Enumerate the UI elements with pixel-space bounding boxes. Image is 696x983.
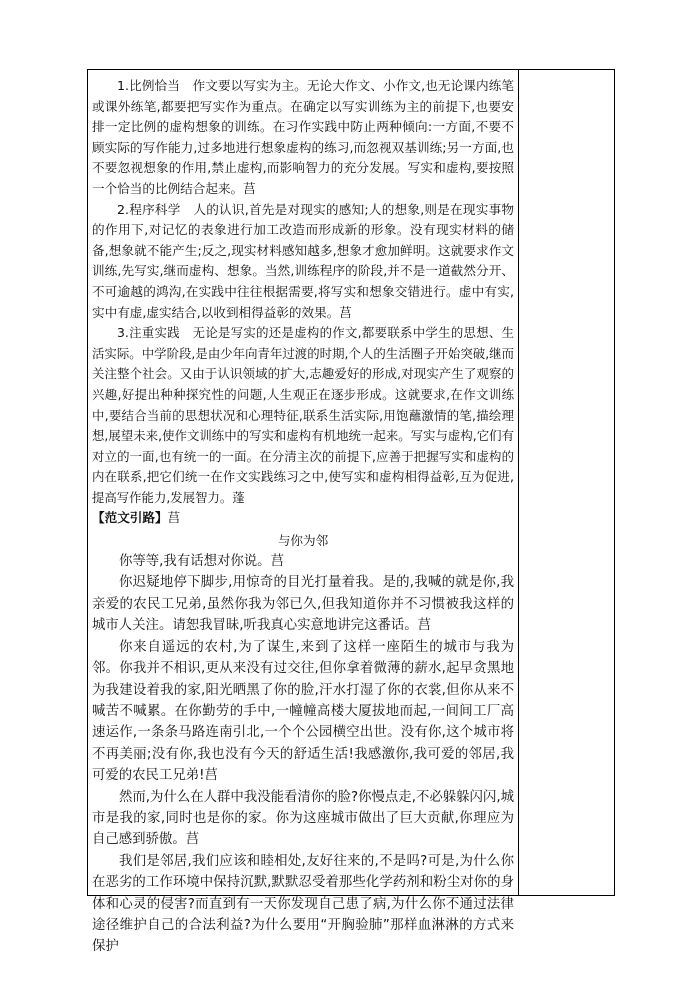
table-column-divider bbox=[518, 69, 519, 896]
essay-paragraph: 你迟疑地停下脚步,用惊奇的目光打量着我。是的,我喊的就是你,我亲爱的农民工兄弟,虽然你我为邻已久,但我知道你并不习惯被我这样的城市人关注。请恕我冒昧,听我真心实意地讲完这番话。莒 bbox=[92, 575, 514, 634]
essay-paragraph: 你等等,我有话想对你说。莒 bbox=[119, 554, 284, 570]
essay-paragraph: 你来自遥远的农村,为了谋生,来到了这样一座陌生的城市与我为邻。你我并不相识,更从来没有过交往,但你拿着微薄的薪水,起早贪黑地为我建设着我的家,阳光晒黑了你的脸,汗水打湿了你的衣裳,但你从来不喊苦不喊累。在你勤劳的手中,一幢幢高楼大厦拔地而起,一间间工厂高速运作,一条条马路连南引北,一个个公园横空出世。没有你,这个城市将不再美丽;没有你,我也没有今天的舒适生活!我感激你,我可爱的邻居,我可爱的农民工兄弟!莒 bbox=[92, 639, 514, 784]
principle-paragraph-3: 3.注重实践 无论是写实的还是虚构的作文,都要联系中学生的思想、生活实际。中学阶段,是由少年向青年过渡的时期,个人的生活圈子开始突破,继而关注整个社会。又由于认识领域的扩大,志趣爱好的形成,对现实产生了观察的兴趣,好提出种种探究性的问题,人生观正在逐步形成。这就要求,在作文训练中,要结合当前的思想状况和心理特征,联系生活实际,用饱蘸激情的笔,描绘理想,展望未来,使作文训练中的写实和虚构有机地统一起来。写实与虚构,它们有对立的一面,也有统一的一面。在分清主次的前提下,应善于把握写实和虚构的内在联系,把它们统一在作文实践练习之中,使写实和虚构相得益彰,互为促进,提高写作能力,发展智力。蓬 bbox=[92, 325, 514, 505]
essay-title: 与你为邻 bbox=[277, 533, 329, 549]
essay-paragraph: 我们是邻居,我们应该和睦相处,友好往来的,不是吗?可是,为什么你在恶劣的工作环境中保持沉默,默默忍受着那些化学药剂和粉尘对你的身体和心灵的侵害?而直到有一天你发现自己患了病,为什么你不通过法律途径维护自己的合法利益?为什么要用“开胸验肺”那样血淋淋的方式来保护 bbox=[92, 853, 514, 955]
essay-paragraph: 然而,为什么在人群中我没能看清你的脸?你慢点走,不必躲躲闪闪,城市是我的家,同时也是你的家。你为这座城市做出了巨大贡献,你理应为自己感到骄傲。莒 bbox=[92, 789, 514, 848]
stray-mark: 蓬 bbox=[232, 489, 245, 505]
stray-mark: 莒 bbox=[339, 304, 352, 320]
lesson-content bbox=[92, 76, 514, 958]
stray-mark: 莒 bbox=[185, 832, 200, 848]
stray-mark: 莒 bbox=[204, 768, 218, 784]
stray-mark: 莒 bbox=[270, 554, 284, 570]
stray-mark: 莒 bbox=[243, 180, 256, 196]
principle-paragraph-2: 2.程序科学 人的认识,首先是对现实的感知;人的想象,则是在现实事物的作用下,对记忆的表象进行加工改造而形成新的形象。没有现实材料的储备,想象就不能产生;反之,现实材料感知越多,想象才愈加鲜明。这就要求作文训练,先写实,继而虚构、想象。当然,训练程序的阶段,并不是一道截然分开、不可逾越的鸿沟,在实践中往往根据需要,将写实和想象交错进行。虚中有实,实中有虚,虚实结合,以收到相得益彰的效果。莒 bbox=[92, 201, 514, 320]
principle-paragraph-1: 1.比例恰当 作文要以写实为主。无论大作文、小作文,也无论课内练笔或课外练笔,都要把写实作为重点。在确定以写实训练为主的前提下,也要安排一定比例的虚构想象的训练。在习作实践中防止两种倾向:一方面,不要不顾实际的写作能力,过多地进行想象虚构的练习,而忽视双基训练;另一方面,也不要忽视想象的作用,禁止虚构,而影响智力的充分发展。写实和虚构,要按照一个恰当的比例结合起来。莒 bbox=[92, 78, 514, 196]
model-essay-heading: 【范文引路】莒 bbox=[92, 510, 181, 526]
stray-mark: 莒 bbox=[417, 618, 432, 634]
stray-mark: 莒 bbox=[167, 510, 181, 526]
